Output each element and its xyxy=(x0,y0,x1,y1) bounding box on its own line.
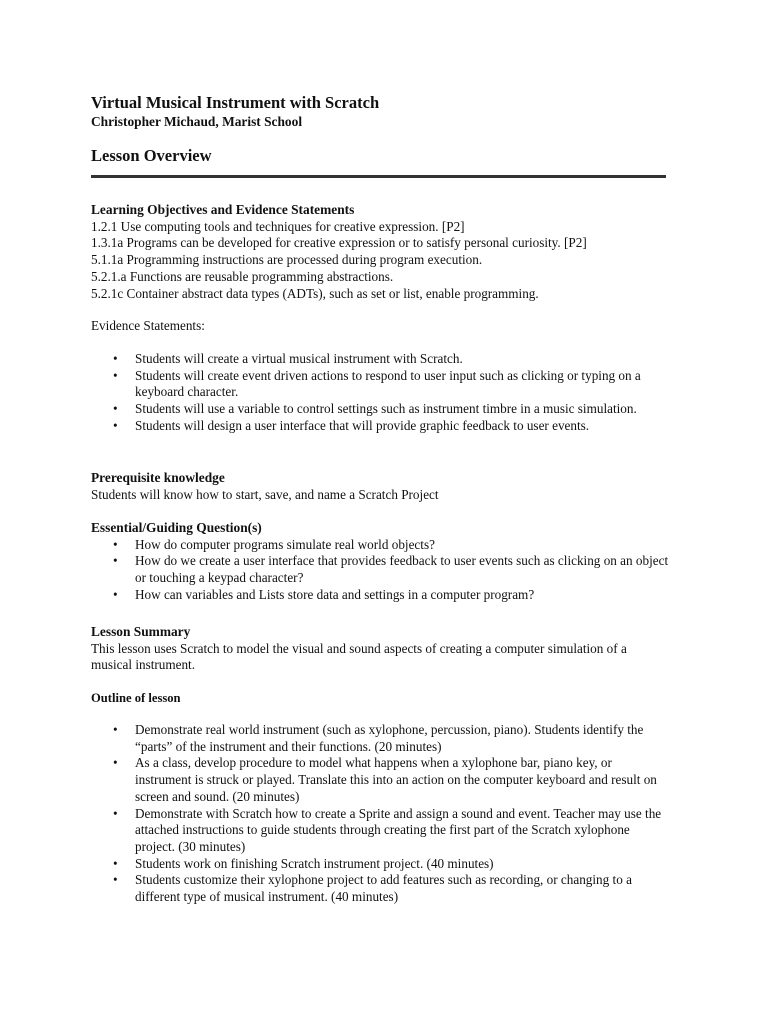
list-item: • Demonstrate with Scratch how to create a Sprite and assign a sound and event. Teacher may use the attached instructions to guide students through creating the first part of the Scratch xylophone project. (30 minutes) xyxy=(113,805,662,854)
section-divider xyxy=(91,175,666,178)
outline-heading: Outline of lesson xyxy=(91,691,181,705)
list-item: • How do computer programs simulate real world objects? xyxy=(113,536,435,552)
bullet-icon: • xyxy=(113,351,118,366)
summary-text: This lesson uses Scratch to model the visual and sound aspects of creating a computer simulation of a musical instrument. xyxy=(91,640,627,673)
section-heading-lesson-overview: Lesson Overview xyxy=(91,146,212,165)
bullet-icon: • xyxy=(113,872,118,888)
bullet-icon: • xyxy=(113,586,118,602)
outline-section xyxy=(91,722,671,906)
bullet-icon: • xyxy=(113,855,118,871)
prereq-heading: Prerequisite knowledge xyxy=(91,470,225,485)
list-item: • As a class, develop procedure to model what happens when a xylophone bar, piano key, or instrument is struck or played. Translate this into an action on the computer keyboard and result on screen and sound. (20 minutes) xyxy=(113,755,657,804)
evidence-label: Evidence Statements: xyxy=(91,318,205,333)
prereq-section xyxy=(91,470,671,503)
objectives-section xyxy=(91,202,671,302)
objective-item: 5.1.1a Programming instructions are processed during program execution. xyxy=(91,252,483,268)
objective-item: 1.2.1 Use computing tools and techniques for creative expression. [P2] xyxy=(91,218,465,234)
outline-heading-block xyxy=(91,690,671,707)
summary-section xyxy=(91,624,671,674)
outline-list xyxy=(91,722,671,906)
objective-item: 5.2.1c Container abstract data types (ADTs), such as set or list, enable programming. xyxy=(91,285,539,301)
questions-heading: Essential/Guiding Question(s) xyxy=(91,520,262,535)
document-author: Christopher Michaud, Marist School xyxy=(91,114,303,129)
summary-heading: Lesson Summary xyxy=(91,624,191,639)
objective-item: 1.3.1a Programs can be developed for creative expression or to satisfy personal curiosity. [P2] xyxy=(91,235,587,251)
prereq-text: Students will know how to start, save, and name a Scratch Project xyxy=(91,486,439,502)
bullet-icon: • xyxy=(113,401,118,417)
bullet-icon: • xyxy=(113,553,118,569)
bullet-icon: • xyxy=(113,417,118,433)
document-title: Virtual Musical Instrument with Scratch xyxy=(91,93,380,112)
objectives-heading: Learning Objectives and Evidence Statements xyxy=(91,202,355,217)
list-item: • Students will create event driven actions to respond to user input such as clicking or typing on a keyboard character. xyxy=(113,367,641,400)
list-item: • Students will design a user interface that will provide graphic feedback to user events. xyxy=(113,417,590,433)
list-item: • Students customize their xylophone project to add features such as recording, or changing to a different type of musical instrument. (40 minutes) xyxy=(113,872,632,905)
list-item: • How do we create a user interface that provides feedback to user events such as clicking on an object or touching a keypad character? xyxy=(113,553,669,586)
bullet-icon: • xyxy=(113,755,118,771)
list-item: • Demonstrate real world instrument (such as xylophone, percussion, piano). Students identify the “parts” of the instrument and their functions. (20 minutes) xyxy=(113,722,644,754)
objective-item: 5.2.1.a Functions are reusable programming abstractions. xyxy=(91,268,394,284)
list-item: • Students will use a variable to control settings such as instrument timbre in a music simulation. xyxy=(113,401,637,417)
list-item: • How can variables and Lists store data and settings in a computer program? xyxy=(113,586,535,602)
bullet-icon: • xyxy=(113,805,118,821)
evidence-list xyxy=(91,351,671,435)
list-item: • Students will create a virtual musical instrument with Scratch. xyxy=(113,351,463,366)
questions-section xyxy=(91,520,671,604)
evidence-section xyxy=(91,351,671,435)
list-item: • Students work on finishing Scratch instrument project. (40 minutes) xyxy=(113,855,494,871)
bullet-icon: • xyxy=(113,722,118,737)
bullet-icon: • xyxy=(113,367,118,383)
bullet-icon: • xyxy=(113,536,118,552)
questions-list xyxy=(91,537,671,604)
